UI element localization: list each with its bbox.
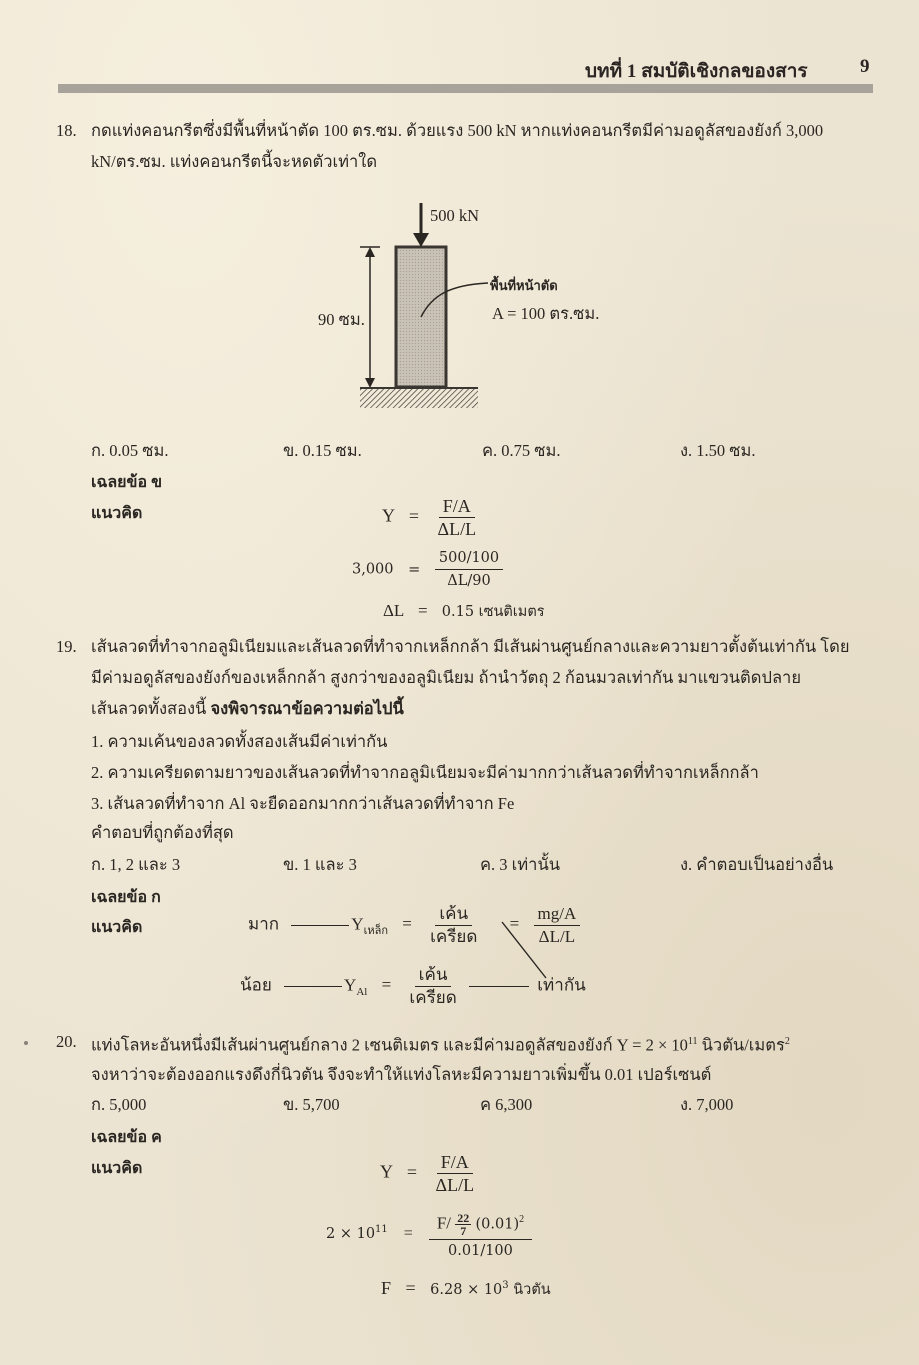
equals-sign: = [417,601,428,620]
equals-sign: = [408,561,421,578]
q18-choice-a: ก. 0.05 ซม. [91,441,169,460]
q18-choice-c: ค. 0.75 ซม. [482,441,561,460]
q19-text-line1: เส้นลวดที่ทำจากอลูมิเนียมและเส้นลวดที่ทำจากเหล็กกล้า มีเส้นผ่านศูนย์กลางและความยาวตั้งต้นเท่ากัน โดย [91,637,850,656]
q19-method-label: แนวคิด [91,919,143,936]
q19-choice-c: ค. 3 เท่านั้น [480,855,561,874]
equals-sign: = [408,505,419,526]
q19-answer: เฉลยข้อ ก [91,889,161,906]
force-over: F/ [436,1213,451,1233]
exponent: 2 [784,1036,790,1047]
area-caption: พื้นที่หน้าตัด [490,278,558,293]
label-less: น้อย [240,975,272,995]
eq-rhs [430,1282,550,1298]
q19-choice-b: ข. 1 และ 3 [283,855,357,874]
exponent: 2 [519,1214,525,1225]
q20-text-line1-main: แท่งโลหะอันหนึ่งมีเส้นผ่านศูนย์กลาง 2 เซนติเมตร และมีค่ามอดูลัสของยังก์ Y = 2 × 10 [91,1035,688,1055]
q20-text-line1 [91,1031,790,1057]
q19-statement-2: 2. ความเครียดตามยาวของเส้นลวดที่ทำจากอลูมิเนียมจะมีค่ามากกว่าเส้นลวดที่ทำจากเหล็กกล้า [91,763,759,782]
q19-statement-1: 1. ความเค้นของลวดทั้งสองเส้นมีค่าเท่ากัน [91,732,388,751]
modulus-subscript-steel: เหล็ก [363,924,388,937]
modulus-subscript-al: Al [356,985,368,998]
q18-text-line2: kN/ตร.ซม. แท่งคอนกรีตนี้จะหดตัวเท่าใด [91,152,378,171]
q18-text-line1: กดแท่งคอนกรีตซึ่งมีพื้นที่หน้าตัด 100 ตร.ซม. ด้วยแรง 500 kN หากแท่งคอนกรีตมีค่ามอดูลัสของยังก์ 3,000 [91,121,824,140]
modulus-symbol: Y [351,914,364,934]
fraction [429,1208,532,1261]
rhs-base: 6.28 × 10 [430,1282,503,1298]
denominator: ΔL/L [435,1175,475,1195]
eq-lhs: Y [382,505,395,526]
eq-lhs: F [381,1278,392,1298]
lhs-base: 2 × 10 [326,1226,376,1243]
equals-sign: = [405,1278,416,1298]
q20-choice-a: ก. 5,000 [91,1095,147,1114]
chapter-title: บทที่ 1 สมบัติเชิงกลของสาร [585,61,808,82]
page-number: 9 [860,56,870,77]
q19-statement-3: 3. เส้นลวดที่ทำจาก Al จะยืดออกมากกว่าเส้นลวดที่ทำจาก Fe [91,794,515,813]
eq-lhs: ΔL [383,601,404,620]
label-more: มาก [248,914,280,934]
equals-sign: = [406,1161,417,1182]
q18-number: 18. [56,121,77,140]
denominator: ΔL/90 [447,573,491,589]
exponent: 3 [502,1280,509,1292]
equals-sign: = [381,975,392,995]
connector-line [291,925,349,926]
q18-eq2 [352,548,503,591]
fraction [435,548,503,591]
denominator: ΔL/L [437,519,477,539]
q18-eq1 [382,496,480,539]
q19-choice-d: ง. คำตอบเป็นอย่างอื่น [680,855,834,874]
q20-choice-c: ค 6,300 [480,1095,533,1114]
fraction-stress-strain [405,965,460,1008]
q20-eq2 [326,1208,532,1261]
equals-sign: = [509,914,520,934]
numerator: เค้น [435,904,472,926]
q18-eq3 [383,600,545,623]
q18-choice-d: ง. 1.50 ซม. [680,441,756,460]
q18-choice-b: ข. 0.15 ซม. [283,441,362,460]
q20-choice-b: ข. 5,700 [283,1095,340,1114]
connector-line [469,986,529,987]
q19-text-line2: มีค่ามอดูลัสของยังก์ของเหล็กกล้า สูงกว่าของอลูมิเนียม ถ้านำวัตถุ 2 ก้อนมวลเท่ากัน มาแขวนติดปลาย [91,668,801,687]
q20-answer: เฉลยข้อ ค [91,1129,162,1146]
fraction [434,496,481,539]
q20-number: 20. [56,1032,77,1051]
q19-row2 [240,965,586,1008]
numerator: F/A [439,496,475,518]
eq-rhs: 0.15 เซนติเมตร [441,604,545,620]
equals-sign: = [402,914,412,934]
label-equal: เท่ากัน [537,975,586,995]
equals-sign: = [403,1225,413,1243]
numerator: เค้น [415,965,452,987]
q19-instruction: จงพิจารณาข้อความต่อไปนี้ [210,699,404,718]
denominator: 0.01/100 [448,1243,513,1260]
eq-lhs: 3,000 [352,561,394,578]
q18-method-label: แนวคิด [91,505,143,522]
fraction-stress-strain [426,904,481,947]
q19-prompt: คำตอบที่ถูกต้องที่สุด [91,823,234,842]
numerator: mg/A [534,904,581,926]
pi-denominator: 7 [460,1224,467,1239]
force-label: 500 kN [430,206,480,225]
numerator: F/A [437,1152,473,1174]
connector-line [284,986,342,987]
numerator: 500/100 [435,548,503,570]
modulus-symbol: Y [344,975,357,995]
q19-text-line3a: เส้นลวดทั้งสองนี้ [91,699,211,718]
exponent: 11 [687,1036,698,1047]
q19-text-line3 [91,698,404,720]
q19-number: 19. [56,637,77,656]
exponent: 11 [375,1224,388,1236]
q20-choice-d: ง. 7,000 [680,1095,734,1114]
margin-mark [24,1041,28,1045]
q20-eq1 [380,1152,478,1195]
denominator: เครียด [430,927,478,946]
radius-term: (0.01) [475,1216,520,1233]
pi-fraction [455,1212,471,1237]
height-label: 90 ซม. [318,310,365,329]
q20-text-line2: จงหาว่าจะต้องออกแรงดึงกี่นิวตัน จึงจะทำให้แท่งโลหะมีความยาวเพิ่มขึ้น 0.01 เปอร์เซนต์ [91,1065,712,1084]
fraction [432,1152,479,1195]
q20-eq3 [381,1278,551,1301]
q20-unit: นิวตัน/เมตร [697,1035,785,1055]
pi-numerator: 22 [457,1211,470,1226]
numerator [429,1208,532,1240]
q20-method-label: แนวคิด [91,1160,143,1177]
eq-lhs [326,1226,388,1242]
eq-lhs: Y [380,1161,393,1182]
denominator: เครียด [409,988,457,1007]
q19-choice-a: ก. 1, 2 และ 3 [91,855,181,874]
rhs-unit: นิวตัน [508,1282,551,1298]
denominator: ΔL/L [538,927,576,946]
header-rule [58,84,873,93]
q18-answer: เฉลยข้อ ข [91,474,163,491]
area-value: A = 100 ตร.ซม. [492,304,600,323]
